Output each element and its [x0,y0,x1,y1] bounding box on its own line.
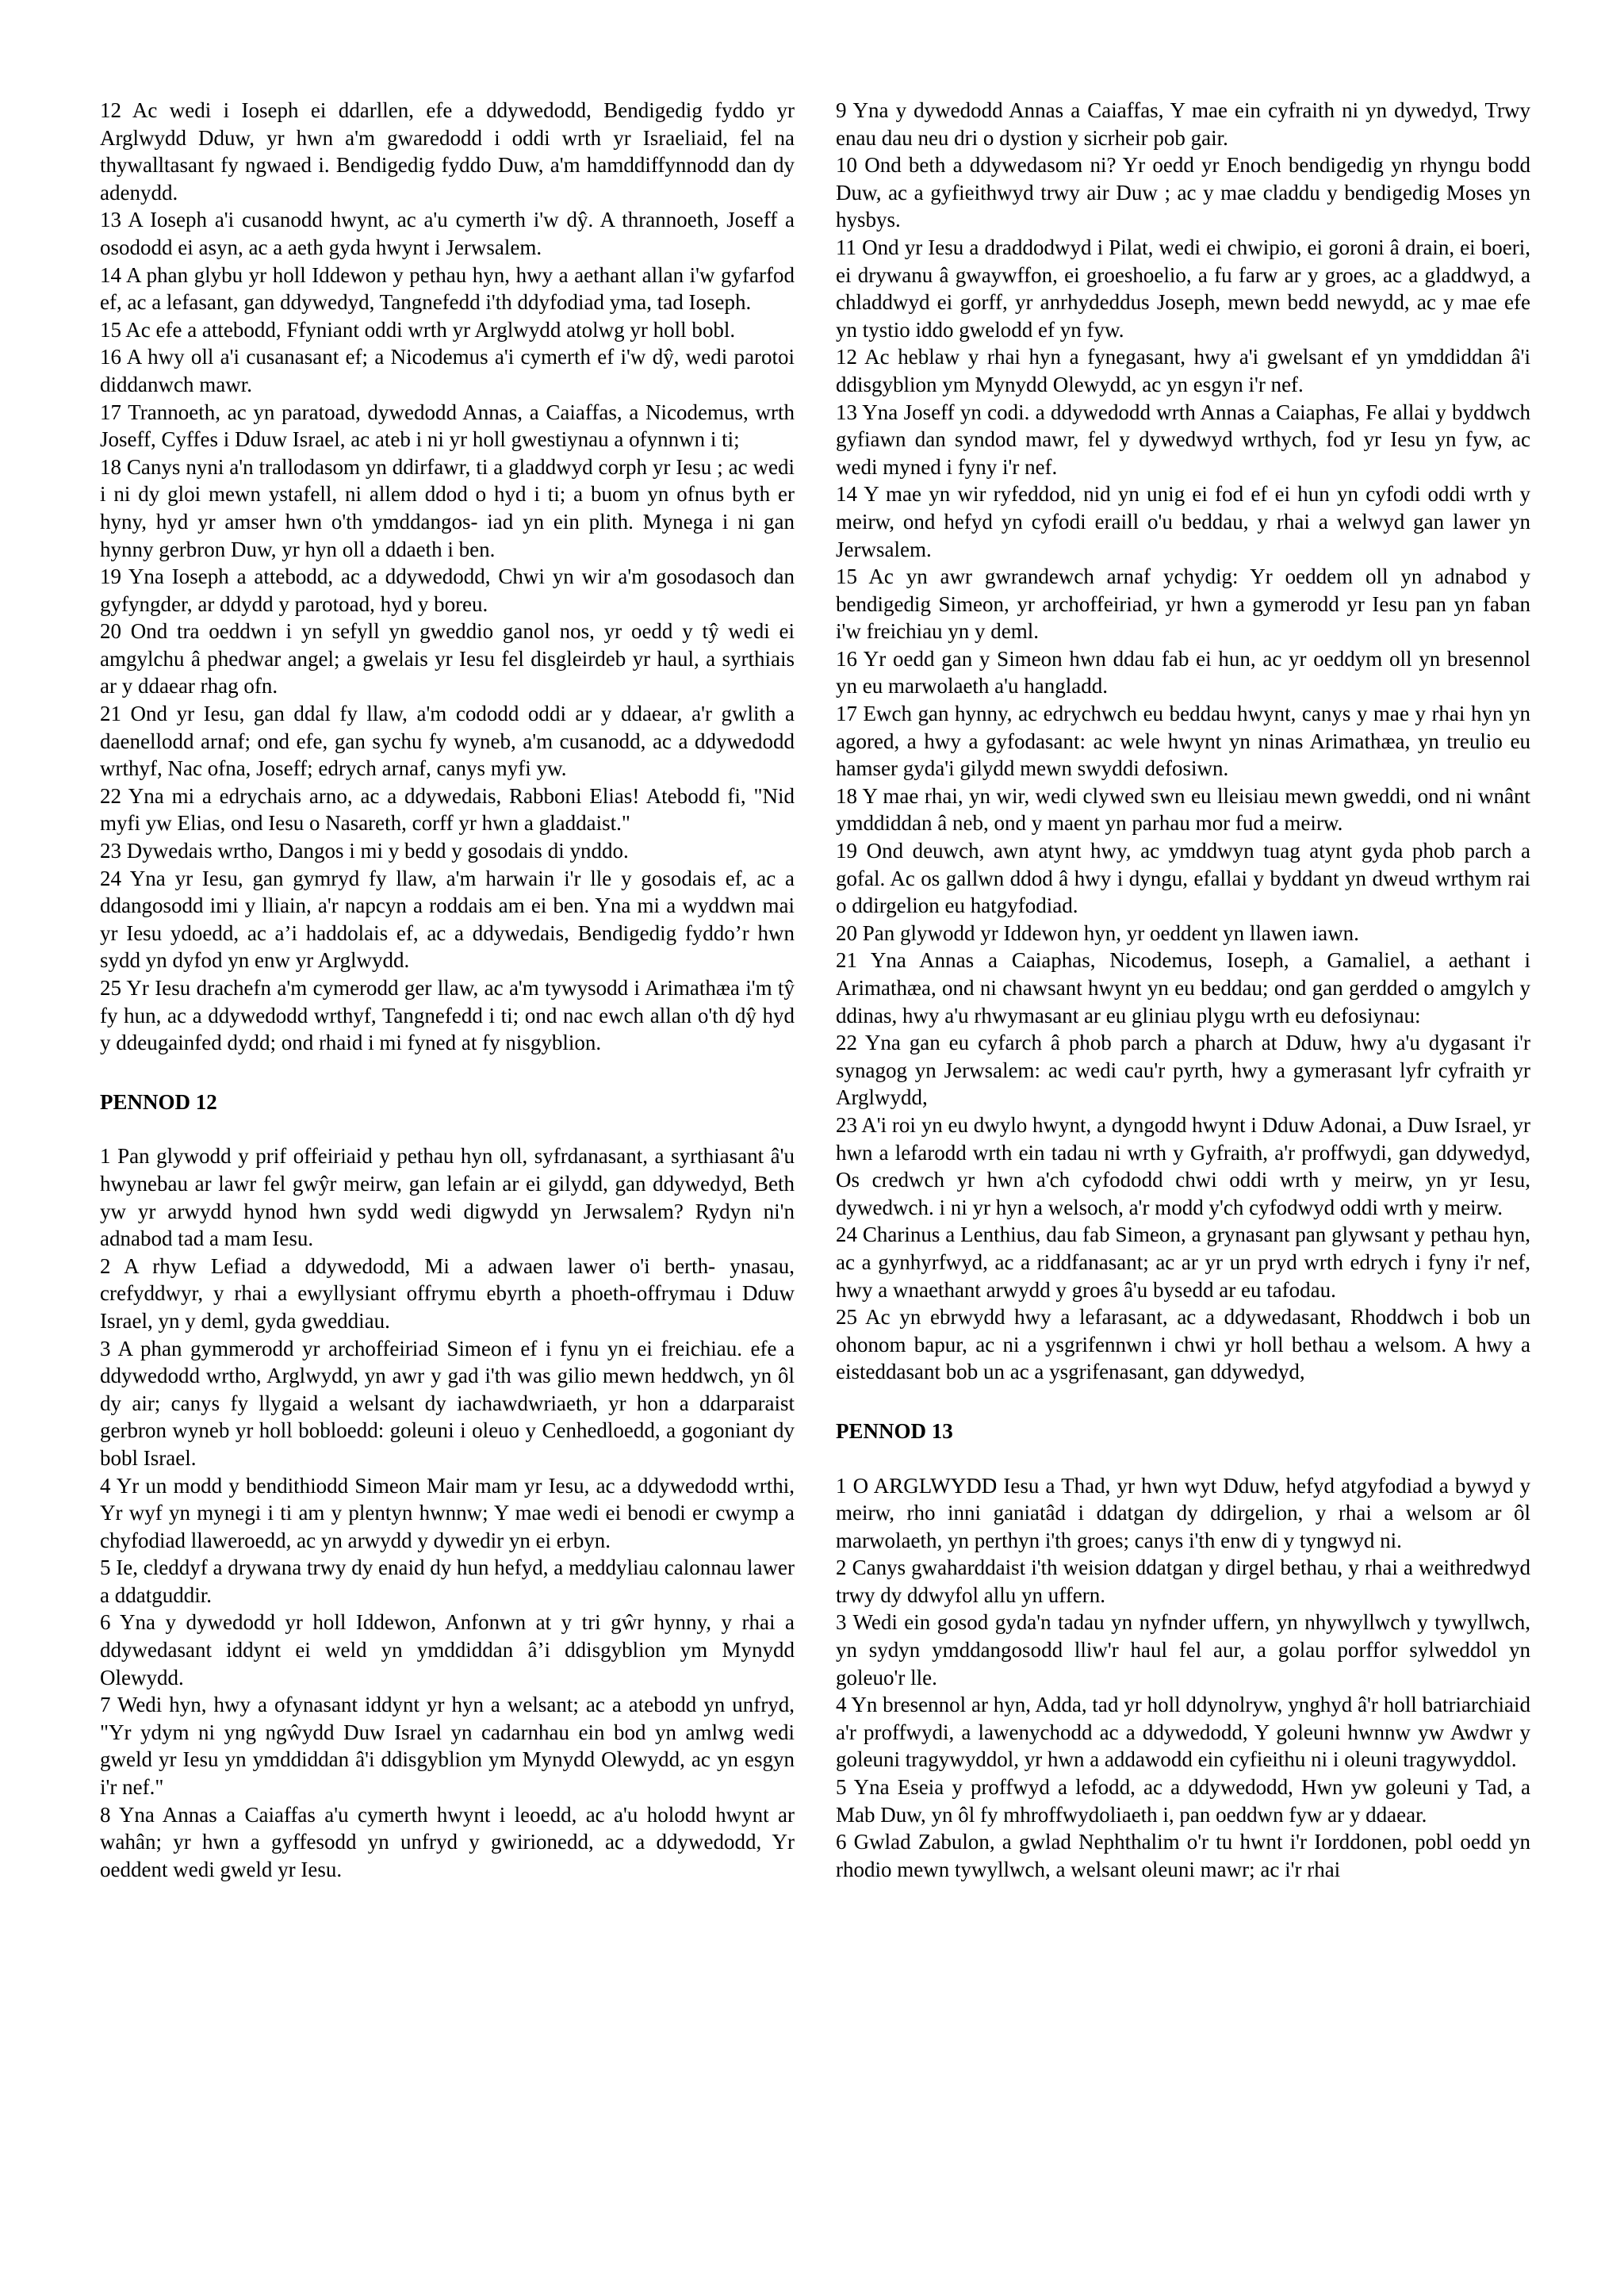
verse: 6 Yna y dywedodd yr holl Iddewon, Anfonwn at y tri gŵr hynny, y rhai a ddywedasant iddynt ei weld yn ymddiddan â’i ddisgyblion ym Mynydd Olewydd. [100,1610,795,1689]
verse: 24 Yna yr Iesu, gan gymryd fy llaw, a'm harwain i'r lle y gosodais ef, ac a ddangosodd imi y lliain, a'r napcyn a roddais am ei ben. Yna mi a wyddwn mai yr Iesu ydoedd, ac a’i haddolais ef, ac a ddywedais, Bendigedig fyddo’r hwn sydd yn dyfod yn enw yr Arglwydd. [100,866,795,973]
left-verses-before [100,97,795,1057]
verse: 3 A phan gymmerodd yr archoffeiriad Simeon ef i fynu yn ei freichiau. efe a ddywedodd wrtho, Arglwydd, yn awr y gad i'th was gilio mewn heddwch, yn ôl dy air; canys fy llygaid a welsant dy iachawdwriaeth, yr hon a ddarparaist gerbron wyneb yr holl bobloedd: goleuni i oleuo y Cenhedloedd, a gogoniant dy bobl Israel. [100,1336,795,1470]
verse: 18 Y mae rhai, yn wir, wedi clywed swn eu lleisiau mewn gweddi, ond ni wnânt ymddiddan â neb, ond y maent yn parhau mor fud a meirw. [836,783,1530,836]
verse: 6 Gwlad Zabulon, a gwlad Nephthalim o'r tu hwnt i'r Iorddonen, pobl oedd yn rhodio mewn tywyllwch, a welsant oleuni mawr; ac i'r rhai [836,1830,1530,1881]
left-verses-after [100,1142,795,1883]
verse: 12 Ac heblaw y rhai hyn a fynegasant, hwy a'i gwelsant ef yn ymddiddan â'i ddisgyblion ym Mynydd Olewydd, ac yn esgyn i'r nef. [836,345,1530,396]
verse: 15 Ac yn awr gwrandewch arnaf ychydig: Yr oeddem oll yn adnabod y bendigedig Simeon, yr archoffeiriad, yr hwn a gymerodd yr Iesu pan yn faban i'w freichiau yn y deml. [836,564,1530,644]
verse: 20 Pan glywodd yr Iddewon hyn, yr oeddent yn llawen iawn. [836,920,1359,945]
verse: 12 Ac wedi i Ioseph ei ddarllen, efe a ddywedodd, Bendigedig fyddo yr Arglwydd Dduw, yr hwn a'm gwaredodd i oddi wrth yr Israeliaid, fel na thywalltasant fy ngwaed i. Bendigedig fyddo Duw, a'm hamddiffynnodd dan dy adenydd. [100,98,795,205]
verse: 2 A rhyw Lefiad a ddywedodd, Mi a adwaen lawer o'i berth- ynasau, crefyddwyr, y rhai a ewyllysiant offrymu ebyrth a phoeth-offrymau i Dduw Israel, yn y deml, gyda gweddiau. [100,1253,795,1333]
verse: 10 Ond beth a ddywedasom ni? Yr oedd yr Enoch bendigedig yn rhyngu bodd Duw, ac a gyfieithwyd trwy air Duw ; ac y mae claddu y bendigedig Moses yn hysbys. [836,153,1530,232]
verse: 8 Yna Annas a Caiaffas a'u cymerth hwynt i leoedd, ac a'u holodd hwynt ar wahân; yr hwn a gyffesodd yn unfryd y gwirionedd, ac a ddywedodd, Yr oeddent wedi gweld yr Iesu. [100,1802,795,1881]
verse: 17 Ewch gan hynny, ac edrychwch eu beddau hwynt, canys y mae y rhai hyn yn agored, a hwy a gyfodasant: ac wele hwynt yn ninas Arimathæa, yn treulio eu hamser gyda'i gilydd mewn swyddi defosiwn. [836,702,1530,781]
verse: 5 Yna Eseia y proffwyd a lefodd, ac a ddywedodd, Hwn yw goleuni y Tad, a Mab Duw, yn ôl fy mhroffwydoliaeth i, pan oeddwn fyw ar y ddaear. [836,1775,1530,1827]
verse: 4 Yn bresennol ar hyn, Adda, tad yr holl ddynolryw, ynghyd â'r holl batriarchiaid a'r proffwydi, a lawenychodd ac a ddywedodd, Y goleuni hwnnw yw Awdwr y goleuni tragywyddol, yr hwn a addawodd ein cyfieithu ni i oleuni tragywyddol. [836,1693,1530,1772]
verse: 4 Yr un modd y bendithiodd Simeon Mair mam yr Iesu, ac a ddywedodd wrthi, Yr wyf yn mynegi i ti am y plentyn hwnnw; Y mae wedi ei benodi er cwymp a chyfodiad llaweroedd, ac yn arwydd y dywedir yn ei erbyn. [100,1473,795,1552]
verse: 16 Yr oedd gan y Simeon hwn ddau fab ei hun, ac yr oeddym oll yn bresennol yn eu marwolaeth a'u hangladd. [836,646,1530,698]
verse: 7 Wedi hyn, hwy a ofynasant iddynt yr hyn a welsant; ac a atebodd yn unfryd, "Yr ydym ni yng ngŵydd Duw Israel yn cadarnhau ein bod yn amlwg wedi gweld yr Iesu yn ymddiddan â'i ddisgyblion ym Mynydd Olewydd, ac yn esgyn i'r nef." [100,1693,795,1800]
verse: 15 Ac efe a attebodd, Ffyniant oddi wrth yr Arglwydd atolwg yr holl bobl. [100,317,736,342]
verse: 25 Yr Iesu drachefn a'm cymerodd ger llaw, ac a'm tywysodd i Arimathæa i'm tŷ fy hun, ac a ddywedodd wrthyf, Tangnefedd i ti; ond nac ewch allan o'th dŷ hyd y ddeugainfed dydd; ond rhaid i mi fyned at fy nisgyblion. [100,976,795,1055]
verse: 21 Yna Annas a Caiaphas, Nicodemus, Ioseph, a Gamaliel, a aethant i Arimathæa, ond ni chawsant hwynt yn eu beddau; ond gan gerdded o amgylch y ddinas, hwy a'u rhwymasant ar eu gliniau plygu wrth eu defosiynau: [836,948,1530,1027]
verse: 14 Y mae yn wir ryfeddod, nid yn unig ei fod ef ei hun yn cyfodi oddi wrth y meirw, ond hefyd yn cyfodi eraill o'u beddau, y rhai a welwyd gan lawer yn Jerwsalem. [836,482,1530,561]
verse: 18 Canys nyni a'n trallodasom yn ddirfawr, ti a gladdwyd corph yr Iesu ; ac wedi i ni dy gloi mewn ystafell, ni allem ddod o hyd i ti; a buom yn ofnus byth er hyny, hyd yr amser hwn o'th ymddangos- iad yn ein plith. Mynega i ni gan hynny gerbron Duw, yr hyn oll a ddaeth i ben. [100,454,795,561]
verse: 25 Ac yn ebrwydd hwy a lefarasant, ac a ddywedasant, Rhoddwch i bob un ohonom bapur, ac ni a ysgrifennwn i chwi yr holl bethau a welsom. A hwy a eisteddasant bob un ac a ysgrifenasant, gan ddywedyd, [836,1305,1530,1384]
verse: 22 Yna mi a edrychais arno, ac a ddywedais, Rabboni Elias! Atebodd fi, "Nid myfi yw Elias, ond Iesu o Nasareth, corff yr hwn a gladdaist." [100,783,795,836]
verse: 17 Trannoeth, ac yn paratoad, dywedodd Annas, a Caiaffas, a Nicodemus, wrth Joseff, Cyffes i Dduw Israel, ac ateb i ni yr holl gwestiynau a ofynnwn i ti; [100,400,795,452]
verse: 1 Pan glywodd y prif offeiriaid y pethau hyn oll, syfrdanasant, a syrthiasant â'u hwynebau ar lawr fel gwŷr meirw, gan lefain ar ei gilydd, gan ddywedyd, Beth yw yr arwydd hynod hwn sydd wedi digwydd yn Jerwsalem? Rydyn ni'n adnabod tad a mam Iesu. [100,1144,795,1251]
verse: 3 Wedi ein gosod gyda'n tadau yn nyfnder uffern, yn nhywyllwch y tywyllwch, yn sydyn ymddangosodd lliw'r haul fel aur, a golau porffor sylweddol yn goleuo'r lle. [836,1610,1530,1689]
verse: 9 Yna y dywedodd Annas a Caiaffas, Y mae ein cyfraith ni yn dywedyd, Trwy enau dau neu dri o dystion y sicrheir pob gair. [836,98,1530,150]
verse: 20 Ond tra oeddwn i yn sefyll yn gweddio ganol nos, yr oedd y tŷ wedi ei amgylchu â phedwar angel; a gwelais yr Iesu fel disgleirdeb yr haul, a syrthiais ar y ddaear rhag ofn. [100,619,795,698]
verse: 11 Ond yr Iesu a draddodwyd i Pilat, wedi ei chwipio, ei goroni â drain, ei boeri, ei drywanu â gwaywffon, ei groeshoelio, a fu farw ar y groes, ac a gladdwyd, a chladdwyd ei gorff, yr anrhydeddus Joseph, mewn bedd newydd, ac y mae efe yn tystio iddo gwelodd ef yn fyw. [836,235,1530,342]
left-column [100,97,795,2296]
verse: 21 Ond yr Iesu, gan ddal fy llaw, a'm cododd oddi ar y ddaear, a'r gwlith a daenellodd arnaf; ond efe, gan sychu fy wyneb, a'm cusanodd, ac a ddywedodd wrthyf, Nac ofna, Joseff; edrych arnaf, canys myfi yw. [100,702,795,781]
verse: 23 A'i roi yn eu dwylo hwynt, a dyngodd hwynt i Dduw Adonai, a Duw Israel, yr hwn a lefarodd wrth ein tadau ni wrth y Gyfraith, a'r proffwydi, gan ddywedyd, Os credwch yr hwn a'ch cyfododd chwi oddi wrth y meirw, yn yr Iesu, dywedwch. i ni yr hyn a welsoch, a'r modd y'ch cyfodwyd oddi wrth y meirw. [836,1112,1530,1219]
verse: 19 Yna Ioseph a attebodd, ac a ddywedodd, Chwi yn wir a'm gosodasoch dan gyfyngder, ar ddydd y parotoad, hyd y boreu. [100,564,795,616]
verse: 22 Yna gan eu cyfarch â phob parch a pharch at Dduw, hwy a'u dygasant i'r synagog yn Jerwsalem: ac wedi cau'r pyrth, hwy a gymerasant lyfr cyfraith yr Arglwydd, [836,1031,1530,1110]
verse: 19 Ond deuwch, awn atynt hwy, ac ymddwyn tuag atynt gyda phob parch a gofal. Ac os gallwn ddod â hwy i dyngu, efallai y byddant yn dweud wrthym rai o ddirgelion eu hatgyfodiad. [836,839,1530,918]
right-verses-after [836,1472,1530,1884]
verse: 24 Charinus a Lenthius, dau fab Simeon, a grynasant pan glywsant y pethau hyn, ac a gynhyrfwyd, ac a riddfanasant; ac ar yr un pryd wrth edrych i fyny i'r nef, hwy a wnaethant arwydd y groes â'u bysedd ar eu tafodau. [836,1223,1530,1302]
verse: 13 A Ioseph a'i cusanodd hwynt, ac a'u cymerth i'w dŷ. A thrannoeth, Joseff a osododd ei asyn, ac a aeth gyda hwynt i Jerwsalem. [100,208,795,259]
chapter-heading: PENNOD 12 [100,1089,217,1114]
verse: 2 Canys gwaharddaist i'th weision ddatgan y dirgel bethau, y rhai a weithredwyd trwy dy ddwyfol allu yn uffern. [836,1556,1530,1607]
verse: 16 A hwy oll a'i cusanasant ef; a Nicodemus a'i cymerth ef i'w dŷ, wedi parotoi diddanwch mawr. [100,345,795,396]
verse: 5 Ie, cleddyf a drywana trwy dy enaid dy hun hefyd, a meddyliau calonnau lawer a ddatguddir. [100,1556,795,1607]
right-column [836,97,1530,2296]
right-verses-before [836,97,1530,1386]
verse: 14 A phan glybu yr holl Iddewon y pethau hyn, hwy a aethant allan i'w gyfarfod ef, ac a lefasant, gan ddywedyd, Tangnefedd i'th ddyfodiad yma, tad Ioseph. [100,262,795,315]
chapter-heading: PENNOD 13 [836,1418,953,1443]
verse: 23 Dywedais wrtho, Dangos i mi y bedd y gosodais di ynddo. [100,839,629,863]
verse: 13 Yna Joseff yn codi. a ddywedodd wrth Annas a Caiaphas, Fe allai y byddwch gyfiawn dan syndod mawr, fel y dywedwyd wrthych, fod yr Iesu yn fyw, ac wedi myned i fyny i'r nef. [836,400,1530,479]
verse: 1 O ARGLWYDD Iesu a Thad, yr hwn wyt Dduw, hefyd atgyfodiad a bywyd y meirw, rho inni ganiatâd i ddatgan dy ddirgelion, y rhai a welsom ar ôl marwolaeth, yn perthyn i'th groes; canys i'th enw di y tyngwyd ni. [836,1473,1530,1552]
